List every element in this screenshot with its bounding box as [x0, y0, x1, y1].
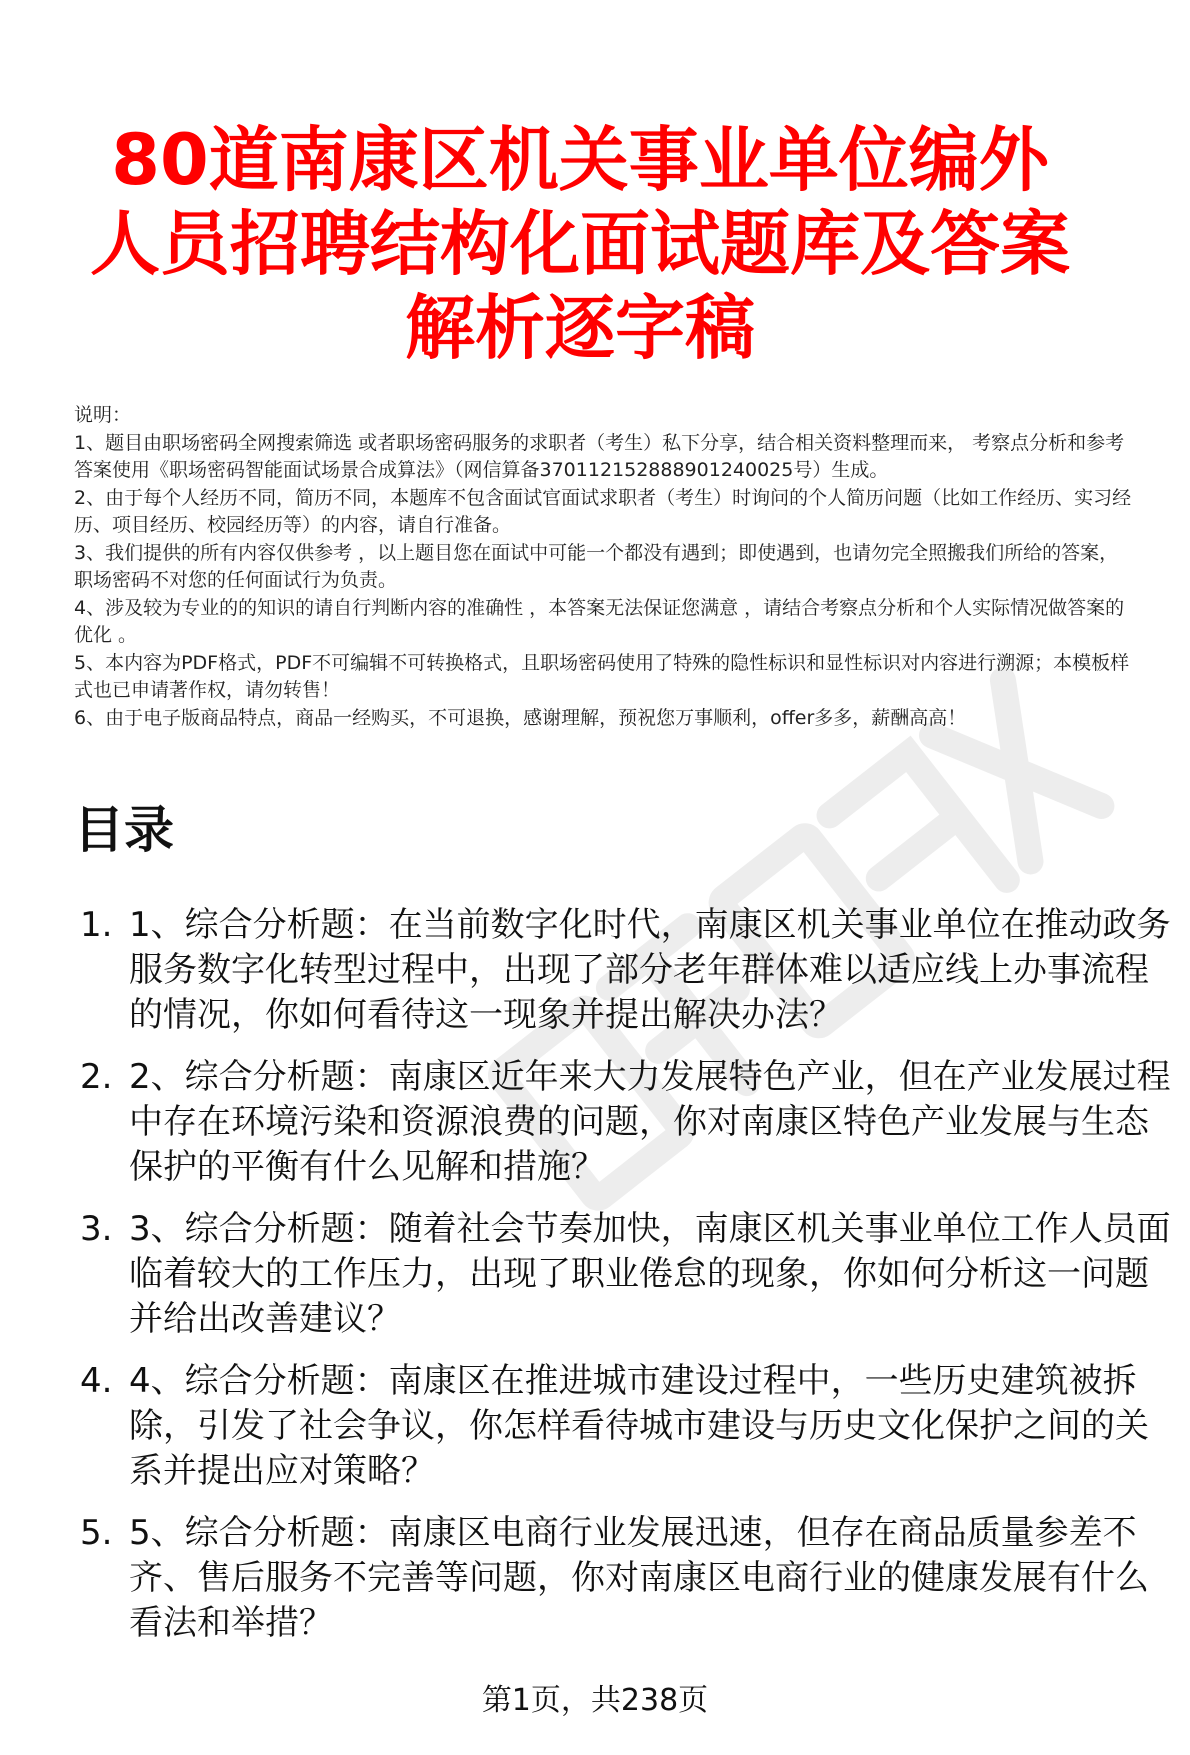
toc-link[interactable] [74, 1055, 1174, 1190]
disclaimer-notes [74, 402, 1134, 732]
toc-number: 3. [80, 1209, 113, 1249]
notes-heading: 说明： [74, 404, 132, 426]
toc-number: 4. [80, 1361, 113, 1401]
toc-number: 2. [80, 1057, 113, 1097]
toc-number: 5. [80, 1513, 113, 1553]
toc-number: 1. [80, 905, 113, 945]
toc-text: 1、综合分析题：在当前数字化时代，南康区机关事业单位在推动政务服务数字化转型过程中，出现了部分老年群体难以适应线上办事流程的情况，你如何看待这一现象并提出解决办法？ [129, 905, 1171, 1035]
note-item: 4、涉及较为专业的的知识的请自行判断内容的准确性 ，本答案无法保证您满意 ，请结合考察点分析和个人实际情况做答案的优化 。 [74, 596, 1125, 646]
note-item: 2、由于每个人经历不同，简历不同，本题库不包含面试官面试求职者（考生）时询问的个人简历问题（比如工作经历、实习经历、项目经历、校园经历等）的内容，请自行准备。 [74, 486, 1132, 536]
toc-link[interactable] [74, 903, 1174, 1038]
note-item: 6、由于电子版商品特点，商品一经购买，不可退换，感谢理解，预祝您万事顺利，offer多多，薪酬高高！ [74, 706, 967, 729]
toc-heading: 目录 [74, 801, 174, 859]
toc-link[interactable] [74, 1207, 1174, 1342]
toc-link[interactable] [74, 1359, 1174, 1494]
toc-link[interactable] [74, 1511, 1174, 1646]
note-item: 3、我们提供的所有内容仅供参考 ，以上题目您在面试中可能一个都没有遇到；即使遇到，也请勿完全照搬我们所给的答案，职场密码不对您的任何面试行为负责。 [74, 541, 1119, 591]
note-item: 5、本内容为PDF格式，PDF不可编辑不可转换格式，且职场密码使用了特殊的隐性标识和显性标识对内容进行溯源；本模板样式也已申请著作权，请勿转售！ [74, 651, 1130, 701]
toc-text: 5、综合分析题：南康区电商行业发展迅速，但存在商品质量参差不齐、售后服务不完善等问题，你对南康区电商行业的健康发展有什么看法和举措？ [129, 1513, 1149, 1643]
page-number-footer: 第1页，共238页 [481, 1683, 709, 1718]
table-of-contents [74, 903, 1174, 1663]
toc-text: 2、综合分析题：南康区近年来大力发展特色产业，但在产业发展过程中存在环境污染和资源浪费的问题，你对南康区特色产业发展与生态保护的平衡有什么见解和措施？ [129, 1057, 1171, 1187]
note-item: 1、题目由职场密码全网搜索筛选 或者职场密码服务的求职者（考生）私下分享，结合相关资料整理而来， 考察点分析和参考答案使用《职场密码智能面试场景合成算法》（网信算备370112152888901240025号）生成。 [74, 431, 1125, 481]
document-title: 80道南康区机关事业单位编外人员招聘结构化面试题库及答案解析逐字稿 [90, 119, 1070, 369]
toc-text: 3、综合分析题：随着社会节奏加快，南康区机关事业单位工作人员面临着较大的工作压力，出现了职业倦怠的现象，你如何分析这一问题并给出改善建议？ [129, 1209, 1171, 1339]
toc-text: 4、综合分析题：南康区在推进城市建设过程中，一些历史建筑被拆除，引发了社会争议，你怎样看待城市建设与历史文化保护之间的关系并提出应对策略？ [129, 1361, 1149, 1491]
